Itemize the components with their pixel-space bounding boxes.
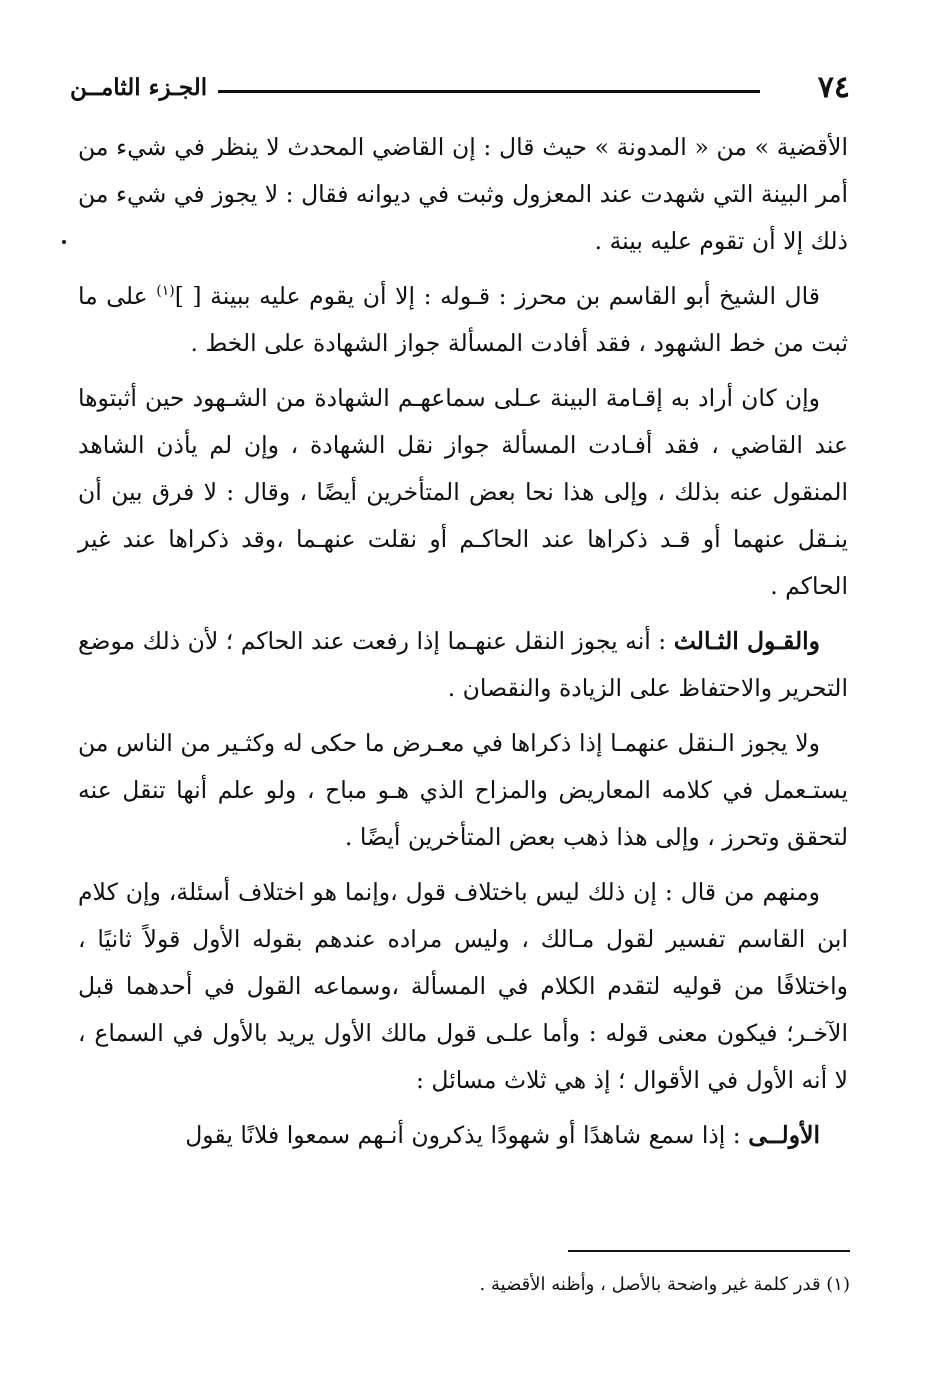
paragraph-4 <box>78 618 848 712</box>
paragraph-1: الأقضية » من « المدونة » حيث قال : إن القاضي المحدث لا ينظر في شيء من أمر البينة التي شهدت عند المعزول وثبت في ديوانه فقال : لا يجوز في شيء من ذلك إلا أن تقوم عليه بينة . <box>78 133 848 255</box>
page-number: ٧٤ <box>817 70 850 105</box>
paragraph-4-rest: : أنه يجوز النقل عنهـما إذا رفعت عند الحاكم ؛ لأن ذلك موضع التحرير والاحتفاظ على الزيادة والنقصان . <box>78 627 848 702</box>
footnote-reference: (١) <box>156 283 175 300</box>
header-rule <box>218 90 760 93</box>
paragraph-7-lead: الأولــى <box>748 1121 820 1149</box>
paragraph-6: ومنهم من قال : إن ذلك ليس باختلاف قول ،وإنما هو اختلاف أسئلة، وإن كلام ابن القاسم تفسير لقول مـالك ، وليس مراده عندهم بقوله الأول قولاً ثانيًا ، واختلافًا من قوليه لتقدم الكلام في المسألة ،وسماعه القول في أحدهما قبل الآخـر؛ فيكون معنى قوله : وأما علـى قول مالك الأول يريد بالأول في السماع ، لا أنه الأول في الأقوال ؛ إذ هي ثلاث مسائل : <box>78 878 848 1094</box>
footnote: (١) قدر كلمة غير واضحة بالأصل ، وأظنه الأقضية . <box>479 1274 850 1295</box>
footnote-rule <box>568 1250 850 1252</box>
paragraph-2-rest: على ما ثبت من خط الشهود ، فقد أفادت المسألة جواز الشهادة على الخط . <box>78 282 848 357</box>
part-title: الجـزء الثامــن <box>70 74 208 101</box>
paragraph-7-rest: : إذا سمع شاهدًا أو شهودًا يذكرون أنـهم سمعوا فلانًا يقول <box>185 1121 749 1149</box>
page-header <box>70 66 850 116</box>
paragraph-4-lead: والقـول الثـالث <box>673 627 820 655</box>
paragraph-2 <box>78 273 848 367</box>
paragraph-7 <box>78 1112 848 1159</box>
scan-speck <box>62 240 66 244</box>
body-text <box>78 124 848 1167</box>
paragraph-3: وإن كان أراد به إقـامة البينة عـلى سماعهـم الشهادة من الشـهود حين أثبتوها عند القاضي ، فقد أفـادت المسألة جواز نقل الشهادة ، وإن لم يأذن الشاهد المنقول عنه بذلك ، وإلى هذا نحا بعض المتأخرين أيضًا ، وقال : لا فرق بين أن ينـقل عنهما أو قـد ذكراها عند الحاكـم أو نقلت عنهـما ،وقد ذكراها عند غير الحاكم . <box>78 384 848 600</box>
paragraph-2-main: قال الشيخ أبو القاسم بن محرز : قـوله : إلا أن يقوم عليه ببينة [ ] <box>174 282 820 310</box>
paragraph-5: ولا يجوز الـنقل عنهمـا إذا ذكراها في معـرض ما حكى له وكثـير من الناس من يستـعمل في كلامه المعاريض والمزاح الذي هـو مباح ، ولو علم أنها تنقل عنه لتحقق وتحرز ، وإلى هذا ذهب بعض المتأخرين أيضًا . <box>78 729 848 851</box>
